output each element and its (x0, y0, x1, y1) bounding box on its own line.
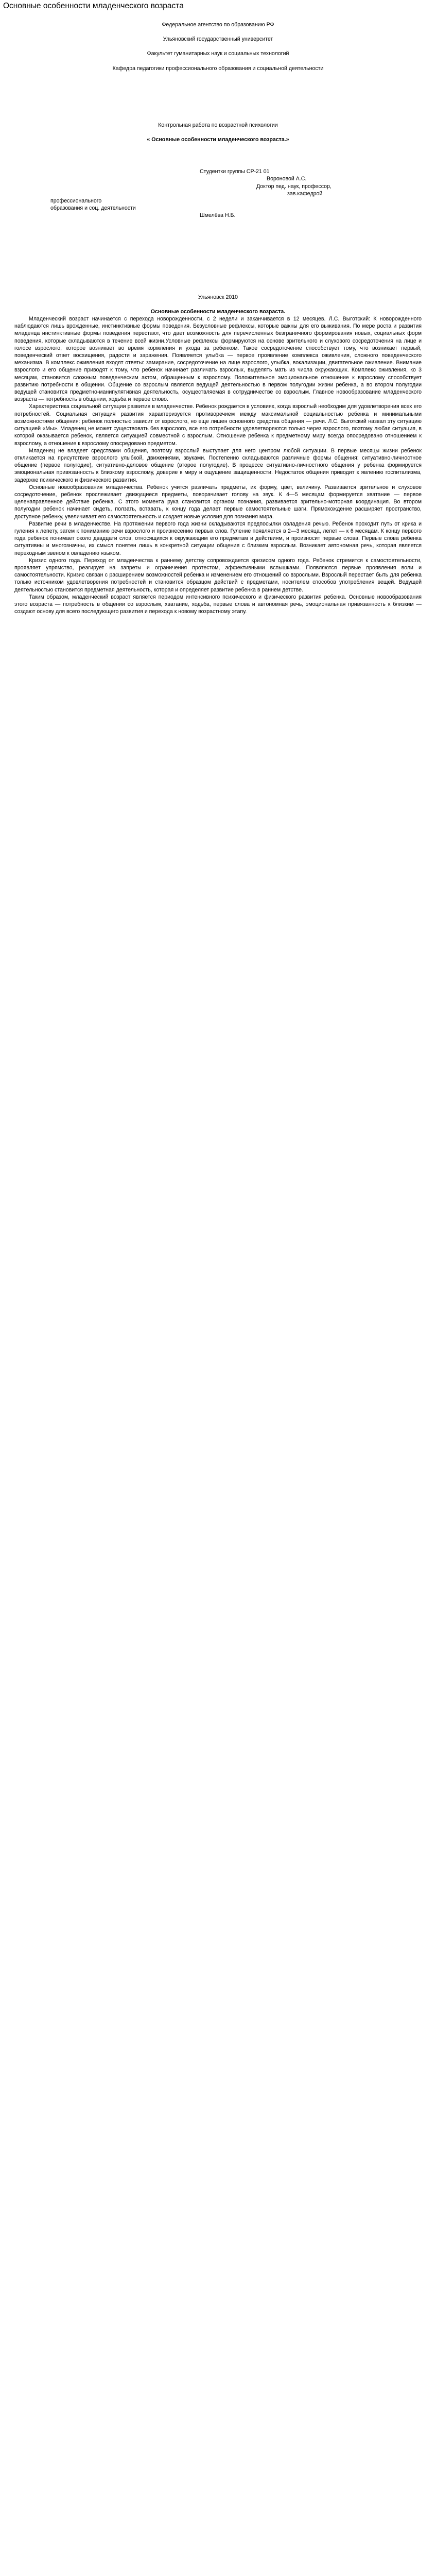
supervisor-line-3: профессионального (50, 198, 102, 205)
body-paragraph: Младенец не владеет средствами общения, поэтому взрослый выступает для него центром любой ситуации. В первые месяцы жизни ребенок откликается на присутствие взрослого улыбкой, движениями, звуками. Постепенно складываются различные формы общения: ситуативно-личностное общение (первое полугодие), ситуативно-деловое общение (второе полугодие). В процессе ситуативно-личностного общения у ребенка формируется эмоциональная привязанность к близкому взрослому, доверие к миру и ощущение защищенности. Недостаток общения приводит к явлению госпитализма, задержке психического и физического развития. (14, 447, 422, 483)
work-type-line: Контрольная работа по возрастной психологии (158, 122, 278, 128)
student-name-line: Вороновой А.С. (267, 176, 307, 182)
body-heading: Основные особенности младенческого возраста. (150, 308, 286, 315)
body-paragraph: Младенческий возраст начинается с перехода новорожденности, с 2 недели и заканчивается в 12 месяцев. Л.С. Выготский: К новорожденного наблюдаются лишь врожденные, инстинктивные формы поведения. Безусловные рефлексы, которые важны для его выживания. По мере роста и развития младенца инстинктивные формы поведения перестают, что дает возможность для перечисленных безграничного формирования новых, социальных форм поведения, которые складываются в течение всей жизни.Условные рефлексы формируются на основе зрительного и слухового сосредоточения на лице и голосе взрослого, которое возникает во время кормления и ухода за ребенком. Такое сосредоточение способствует тому, что возникает первый, поведенческий ответ восхищения, радости и заражения. Появляется улыбка — первое проявление комплекса оживления, сложного поведенческого механизма. В комплекс оживления входят ответы: замирание, сосредоточение на лице взрослого, улыбка, вокализации, двигательное оживление. Внимание взрослого и его общение приводят к тому, что ребенок начинает различать взрослых, выделять мать из числа окружающих. Комплекс оживления, ко 3 месяцам, становится сложным поведенческим актом, обращенным к взрослому. Положительное эмоциональное отношение к взрослому способствует развитию потребности в общении. Общение со взрослым является ведущей деятельностью в первом полугодии жизни ребенка, а во втором полугодии ведущей становится предметно-манипулятивная деятельность, осуществляемая в сотрудничестве со взрослым. Главное новообразование младенческого возраста — потребность в общении, ходьба и первое слово. (14, 316, 422, 403)
body-paragraph: Таким образом, младенческий возраст является периодом интенсивного психического и физического развития ребенка. Основные новообразования этого возраста — потребность в общении со взрослым, хватание, ходьба, первые слова и автономная речь, эмоциональная привязанность к близким — создают основу для всего последующего развития и перехода к новому возрастному этапу. (14, 594, 422, 615)
supervisor-line-4: образования и соц. деятельности (50, 205, 136, 212)
university-line: Ульяновский государственный университет (163, 36, 273, 43)
department-line: Кафедра педагогики профессионального образования и социальной деятельности (112, 65, 324, 72)
page-header (0, 0, 436, 12)
agency-line: Федеральное агентство по образованию РФ (162, 22, 274, 28)
body-paragraph: Кризис одного года. Переход от младенчества к раннему детству сопровождается кризисом одного года. Ребенок стремится к самостоятельности, проявляет упрямство, реагирует на запреты и ограничения протестом, аффективными вспышками. Появляются первые проявления воли и самостоятельности. Кризис связан с расширением возможностей ребенка и изменением его отношений со взрослыми. Взрослый перестает быть для ребенка только источником удовлетворения потребностей и становится образцом действий с предметами, носителем способов употребления вещей. Ведущей деятельностью становится предметная деятельность, которая и определяет развитие ребенка в раннем детстве. (14, 557, 422, 593)
supervisor-line-2: зав.кафедрой (287, 190, 323, 197)
author-block (14, 168, 422, 219)
body-paragraph: Характеристика социальной ситуации развития в младенчестве. Ребенок рождается в условиях, когда взрослый необходим для удовлетворения всех его потребностей. Социальная ситуация развития характеризуется противоречием между максимальной социальностью ребенка и минимальными возможностями общения: ребенок полностью зависит от взрослого, но еще лишен основного средства общения — речи. Л.С. Выготский назвал эту ситуацию ситуацией «Мы». Младенец не может существовать без взрослого, все его потребности удовлетворяются только через взрослого, поэтому любая ситуация, в которой оказывается ребенок, является ситуацией совместной с взрослым. Отношение ребенка к предметному миру всегда опосредовано отношением к взрослому, а отношение к взрослому опосредовано предметом. (14, 403, 422, 447)
document-content (0, 12, 436, 620)
document-title: Основные особенности младенческого возраста (3, 2, 184, 10)
body-paragraph: Основные новообразования младенчества. Ребенок учится различать предметы, их форму, цвет, величину. Развивается зрительное и слуховое сосредоточение, ребенок прослеживает движущиеся предметы, поворачивает голову на звук. К 4—5 месяцам формируется хватание — первое целенаправленное действие ребенка. С этого момента рука становится органом познания, развивается зрительно-моторная координация. Во втором полугодии ребенок начинает сидеть, ползать, вставать, к концу года делает первые самостоятельные шаги. Прямохождение расширяет пространство, доступное ребенку, увеличивает его самостоятельность и создает новые условия для познания мира. (14, 484, 422, 520)
supervisor-line-1: Доктор пед. наук, профессор, (256, 183, 332, 190)
work-title-line: « Основные особенности младенческого возраста.» (147, 137, 289, 143)
student-group-line: Студентки группы СР-21 01 (200, 168, 270, 175)
city-year-line: Ульяновск 2010 (198, 294, 238, 300)
supervisor-name-line: Шмелёва Н.Б. (200, 212, 236, 219)
faculty-line: Факультет гуманитарных наук и социальных технологий (147, 50, 289, 57)
body-paragraph: Развитие речи в младенчестве. На протяжении первого года жизни складываются предпосылки овладения речью. Ребенок проходит путь от крика и гуления к лепету, затем к пониманию речи взрослого и произнесению первых слов. Гуление появляется в 2—3 месяца, лепет — к 6 месяцам. К концу первого года ребенок понимает около двадцати слов, относящихся к окружающим его предметам и действиям, и произносит первые слова. Первые слова ребенка ситуативны и многозначны, их смысл понятен лишь в конкретной ситуации общения с близким взрослым. Возникает автономная речь, которая является переходным звеном к овладению языком. (14, 520, 422, 556)
